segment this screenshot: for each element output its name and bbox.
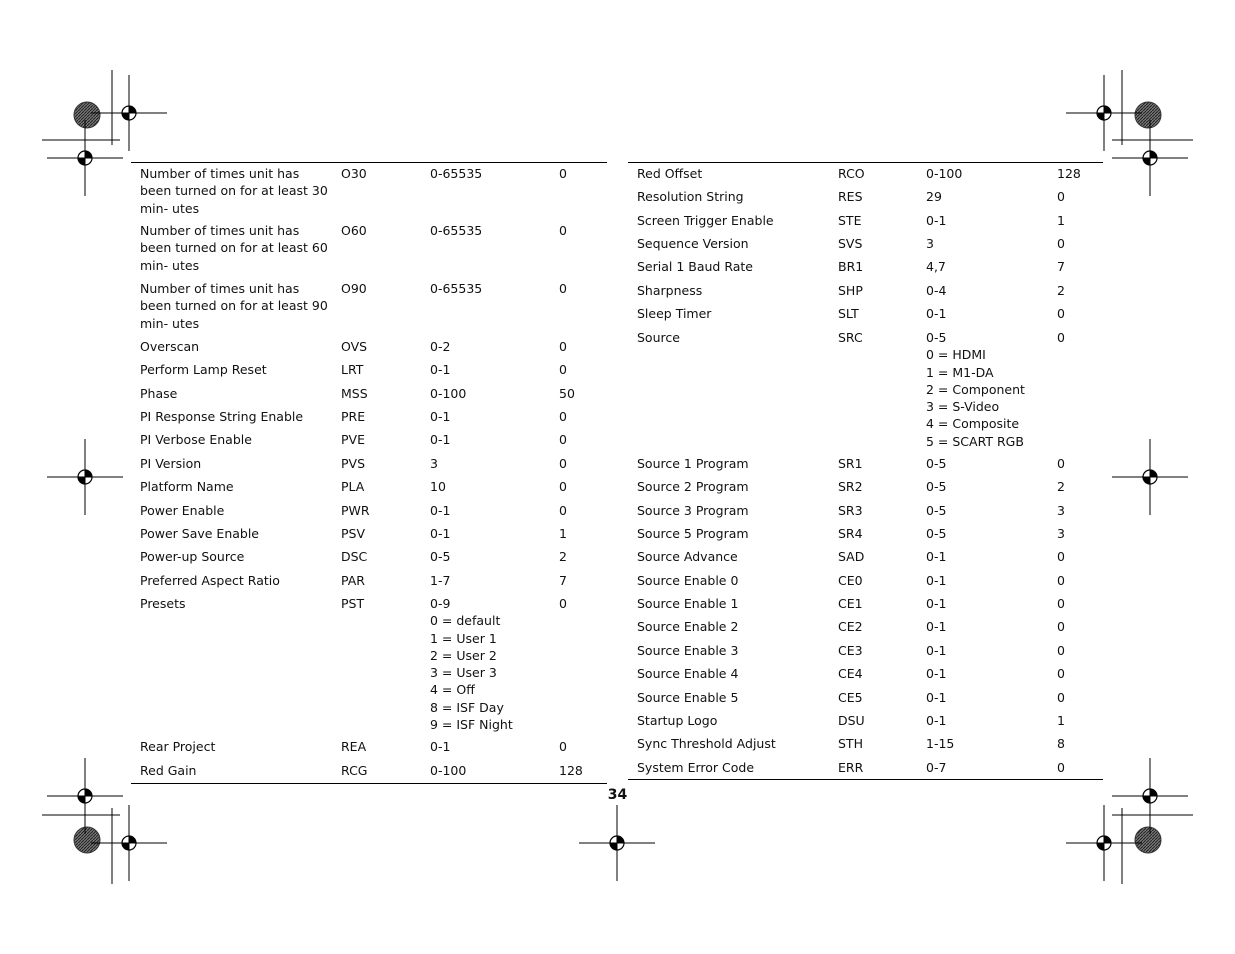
default-value: 7: [559, 573, 567, 588]
setting-name: Startup Logo: [637, 713, 718, 728]
setting-name: Power-up Source: [140, 549, 245, 564]
setting-name: Source: [637, 330, 680, 345]
value-range: 10: [430, 479, 446, 494]
command-code: PST: [341, 596, 365, 611]
value-range: 0-65535: [430, 281, 483, 296]
command-code: SVS: [838, 236, 863, 251]
command-code: ERR: [838, 760, 864, 775]
default-value: 0: [559, 409, 567, 424]
setting-name: Phase: [140, 386, 178, 401]
setting-name: Number of times unit has been turned on for at least 60 min- utes: [140, 223, 328, 273]
registration-disc: [74, 827, 100, 853]
default-value: 0: [559, 479, 567, 494]
command-code: O90: [341, 281, 367, 296]
default-value: 50: [559, 386, 575, 401]
default-value: 0: [1057, 549, 1065, 564]
value-range: 0-65535: [430, 166, 483, 181]
command-code: DSC: [341, 549, 368, 564]
command-code: BR1: [838, 259, 864, 274]
command-code: SAD: [838, 549, 865, 564]
setting-name: Source Enable 3: [637, 643, 739, 658]
default-value: 0: [1057, 643, 1065, 658]
value-range: 0-9 0 = default 1 = User 1 2 = User 2 3 = User 3 4 = Off 8 = ISF Day 9 = ISF Night: [430, 596, 513, 733]
value-range: 4,7: [926, 259, 946, 274]
command-code: RCG: [341, 763, 368, 778]
default-value: 128: [1057, 166, 1081, 181]
setting-name: Power Enable: [140, 503, 225, 518]
command-code: SR1: [838, 456, 863, 471]
default-value: 2: [1057, 283, 1065, 298]
value-range: 0-1: [926, 549, 947, 564]
value-range: 0-1: [926, 596, 947, 611]
command-code: RCO: [838, 166, 865, 181]
command-code: OVS: [341, 339, 368, 354]
value-range: 0-5: [926, 456, 947, 471]
value-range: 0-2: [430, 339, 451, 354]
setting-name: Source Advance: [637, 549, 738, 564]
command-code: PVE: [341, 432, 365, 447]
command-code: PSV: [341, 526, 366, 541]
setting-name: Screen Trigger Enable: [637, 213, 774, 228]
command-code: SR3: [838, 503, 863, 518]
setting-name: Sequence Version: [637, 236, 749, 251]
setting-name: Resolution String: [637, 189, 744, 204]
default-value: 0: [559, 281, 567, 296]
default-value: 0: [1057, 330, 1065, 345]
default-value: 3: [1057, 503, 1065, 518]
default-value: 3: [1057, 526, 1065, 541]
value-range: 3: [926, 236, 934, 251]
default-value: 8: [1057, 736, 1065, 751]
setting-name: PI Verbose Enable: [140, 432, 252, 447]
value-range: 0-1: [926, 666, 947, 681]
default-value: 0: [1057, 573, 1065, 588]
command-code: MSS: [341, 386, 368, 401]
value-range: 0-1: [430, 503, 451, 518]
default-value: 0: [1057, 760, 1065, 775]
value-range: 0-100: [430, 386, 467, 401]
value-range: 0-1: [926, 643, 947, 658]
registration-disc: [1135, 827, 1161, 853]
default-value: 128: [559, 763, 583, 778]
setting-name: Overscan: [140, 339, 200, 354]
value-range: 0-5 0 = HDMI 1 = M1-DA 2 = Component 3 = S-Video 4 = Composite 5 = SCART RGB: [926, 330, 1025, 449]
command-code: CE4: [838, 666, 863, 681]
command-code: CE1: [838, 596, 863, 611]
command-code: O60: [341, 223, 367, 238]
setting-name: Rear Project: [140, 739, 216, 754]
value-range: 0-5: [430, 549, 451, 564]
command-code: REA: [341, 739, 367, 754]
default-value: 0: [559, 223, 567, 238]
command-code: PAR: [341, 573, 365, 588]
command-code: STE: [838, 213, 862, 228]
setting-name: Red Offset: [637, 166, 703, 181]
value-range: 3: [430, 456, 438, 471]
setting-name: Source Enable 5: [637, 690, 739, 705]
default-value: 0: [1057, 619, 1065, 634]
value-range: 0-1: [926, 213, 947, 228]
default-value: 0: [559, 456, 567, 471]
default-value: 1: [1057, 213, 1065, 228]
command-code: SRC: [838, 330, 863, 345]
default-value: 0: [1057, 189, 1065, 204]
setting-name: Sleep Timer: [637, 306, 712, 321]
setting-name: System Error Code: [637, 760, 755, 775]
setting-name: Sync Threshold Adjust: [637, 736, 776, 751]
default-value: 0: [559, 503, 567, 518]
value-range: 0-7: [926, 760, 947, 775]
setting-name: PI Response String Enable: [140, 409, 304, 424]
registration-disc: [1135, 102, 1161, 128]
value-range: 0-100: [926, 166, 963, 181]
value-range: 0-1: [926, 713, 947, 728]
default-value: 7: [1057, 259, 1065, 274]
value-range: 0-65535: [430, 223, 483, 238]
setting-name: Source Enable 0: [637, 573, 739, 588]
command-code: CE0: [838, 573, 863, 588]
command-code: RES: [838, 189, 863, 204]
default-value: 2: [559, 549, 567, 564]
command-code: PVS: [341, 456, 366, 471]
setting-name: Source 3 Program: [637, 503, 749, 518]
setting-name: Red Gain: [140, 763, 197, 778]
setting-name: Power Save Enable: [140, 526, 260, 541]
setting-name: Sharpness: [637, 283, 703, 298]
command-code: PRE: [341, 409, 366, 424]
default-value: 0: [1057, 236, 1065, 251]
setting-name: Preferred Aspect Ratio: [140, 573, 280, 588]
setting-name: Source 5 Program: [637, 526, 749, 541]
value-range: 0-5: [926, 503, 947, 518]
command-code: SHP: [838, 283, 863, 298]
value-range: 1-15: [926, 736, 955, 751]
setting-name: Perform Lamp Reset: [140, 362, 267, 377]
page-number: 34: [607, 787, 628, 803]
value-range: 1-7: [430, 573, 451, 588]
registration-disc: [74, 102, 100, 128]
value-range: 0-1: [430, 739, 451, 754]
command-code: PLA: [341, 479, 365, 494]
setting-name: Platform Name: [140, 479, 234, 494]
value-range: 0-100: [430, 763, 467, 778]
setting-name: Serial 1 Baud Rate: [637, 259, 753, 274]
value-range: 0-1: [430, 526, 451, 541]
setting-name: Source 1 Program: [637, 456, 749, 471]
default-value: 2: [1057, 479, 1065, 494]
command-code: DSU: [838, 713, 865, 728]
command-code: O30: [341, 166, 367, 181]
value-range: 0-1: [430, 432, 451, 447]
value-range: 0-1: [926, 306, 947, 321]
default-value: 1: [1057, 713, 1065, 728]
default-value: 0: [1057, 666, 1065, 681]
default-value: 0: [559, 362, 567, 377]
setting-name: Number of times unit has been turned on for at least 90 min- utes: [140, 281, 328, 331]
default-value: 0: [1057, 456, 1065, 471]
command-code: CE3: [838, 643, 863, 658]
value-range: 29: [926, 189, 942, 204]
command-code: SR2: [838, 479, 863, 494]
setting-name: Source Enable 2: [637, 619, 739, 634]
setting-name: Source Enable 1: [637, 596, 739, 611]
setting-name: Source 2 Program: [637, 479, 749, 494]
value-range: 0-1: [926, 573, 947, 588]
value-range: 0-4: [926, 283, 947, 298]
default-value: 0: [1057, 306, 1065, 321]
default-value: 0: [559, 739, 567, 754]
value-range: 0-1: [926, 690, 947, 705]
value-range: 0-1: [430, 409, 451, 424]
command-code: STH: [838, 736, 863, 751]
command-code: SR4: [838, 526, 863, 541]
default-value: 0: [559, 432, 567, 447]
command-code: CE5: [838, 690, 863, 705]
command-code: PWR: [341, 503, 370, 518]
setting-name: PI Version: [140, 456, 202, 471]
default-value: 0: [559, 596, 567, 611]
command-code: LRT: [341, 362, 364, 377]
value-range: 0-1: [430, 362, 451, 377]
setting-name: Number of times unit has been turned on for at least 30 min- utes: [140, 166, 328, 216]
setting-name: Presets: [140, 596, 186, 611]
value-range: 0-1: [926, 619, 947, 634]
default-value: 0: [1057, 690, 1065, 705]
default-value: 0: [559, 166, 567, 181]
command-code: SLT: [838, 306, 859, 321]
default-value: 0: [559, 339, 567, 354]
value-range: 0-5: [926, 526, 947, 541]
default-value: 0: [1057, 596, 1065, 611]
setting-name: Source Enable 4: [637, 666, 739, 681]
value-range: 0-5: [926, 479, 947, 494]
command-code: CE2: [838, 619, 863, 634]
default-value: 1: [559, 526, 567, 541]
